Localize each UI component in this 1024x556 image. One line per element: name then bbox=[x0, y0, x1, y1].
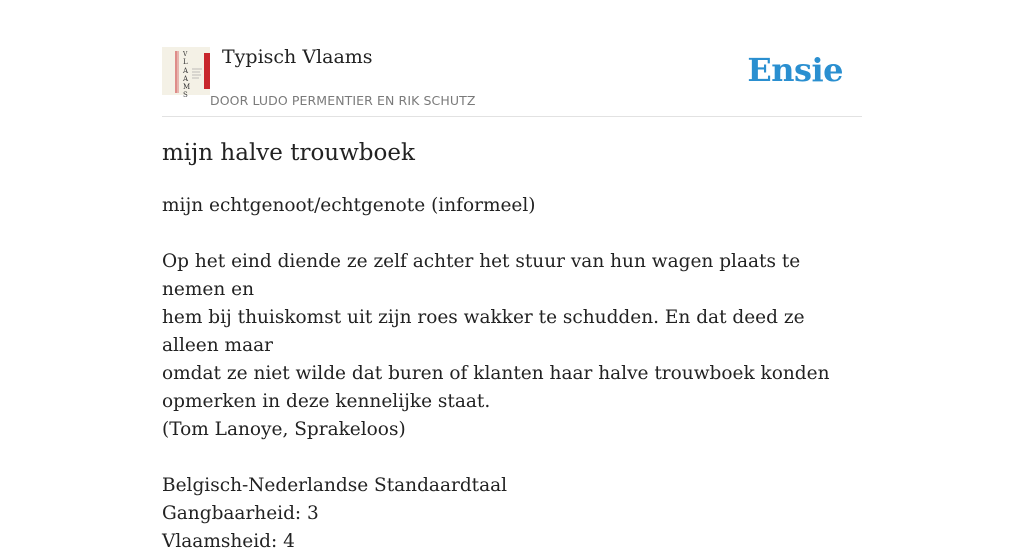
book-authors: DOOR LUDO PERMENTIER EN RIK SCHUTZ bbox=[210, 93, 476, 108]
logo-letter: L bbox=[183, 58, 188, 66]
gangbaarheid-rating: Gangbaarheid: 3 bbox=[162, 503, 319, 524]
ensie-logo[interactable]: Ensie bbox=[747, 51, 843, 89]
quote-line: omdat ze niet wilde dat buren of klanten haar halve trouwboek konden bbox=[162, 363, 830, 384]
logo-letter: M bbox=[183, 83, 191, 91]
quote-source: (Tom Lanoye, Sprakeloos) bbox=[162, 419, 406, 440]
quote-line: opmerken in deze kennelijke staat. bbox=[162, 391, 491, 412]
logo-letter: A bbox=[183, 67, 189, 75]
quote-line: Op het eind diende ze zelf achter het stuur van hun wagen plaats te nemen en bbox=[162, 251, 801, 300]
entry-content bbox=[162, 192, 862, 556]
logo-letter: S bbox=[183, 91, 188, 99]
vlaamsheid-rating: Vlaamsheid: 4 bbox=[162, 531, 295, 552]
spacer bbox=[162, 220, 862, 248]
spacer bbox=[162, 444, 862, 472]
entry-title: mijn halve trouwboek bbox=[162, 140, 415, 166]
entry-definition: mijn echtgenoot/echtgenote (informeel) bbox=[162, 195, 536, 216]
page-container bbox=[162, 0, 862, 552]
book-title[interactable]: Typisch Vlaams bbox=[222, 46, 373, 68]
book-cover-image bbox=[162, 47, 210, 99]
quote-line: hem bij thuiskomst uit zijn roes wakker te schudden. En dat deed ze alleen maar bbox=[162, 307, 805, 356]
book-cover-logo[interactable] bbox=[162, 47, 210, 99]
language-variety: Belgisch-Nederlandse Standaardtaal bbox=[162, 475, 508, 496]
page-header bbox=[162, 0, 862, 117]
logo-letter: V bbox=[183, 51, 188, 58]
logo-letter: A bbox=[183, 75, 189, 83]
